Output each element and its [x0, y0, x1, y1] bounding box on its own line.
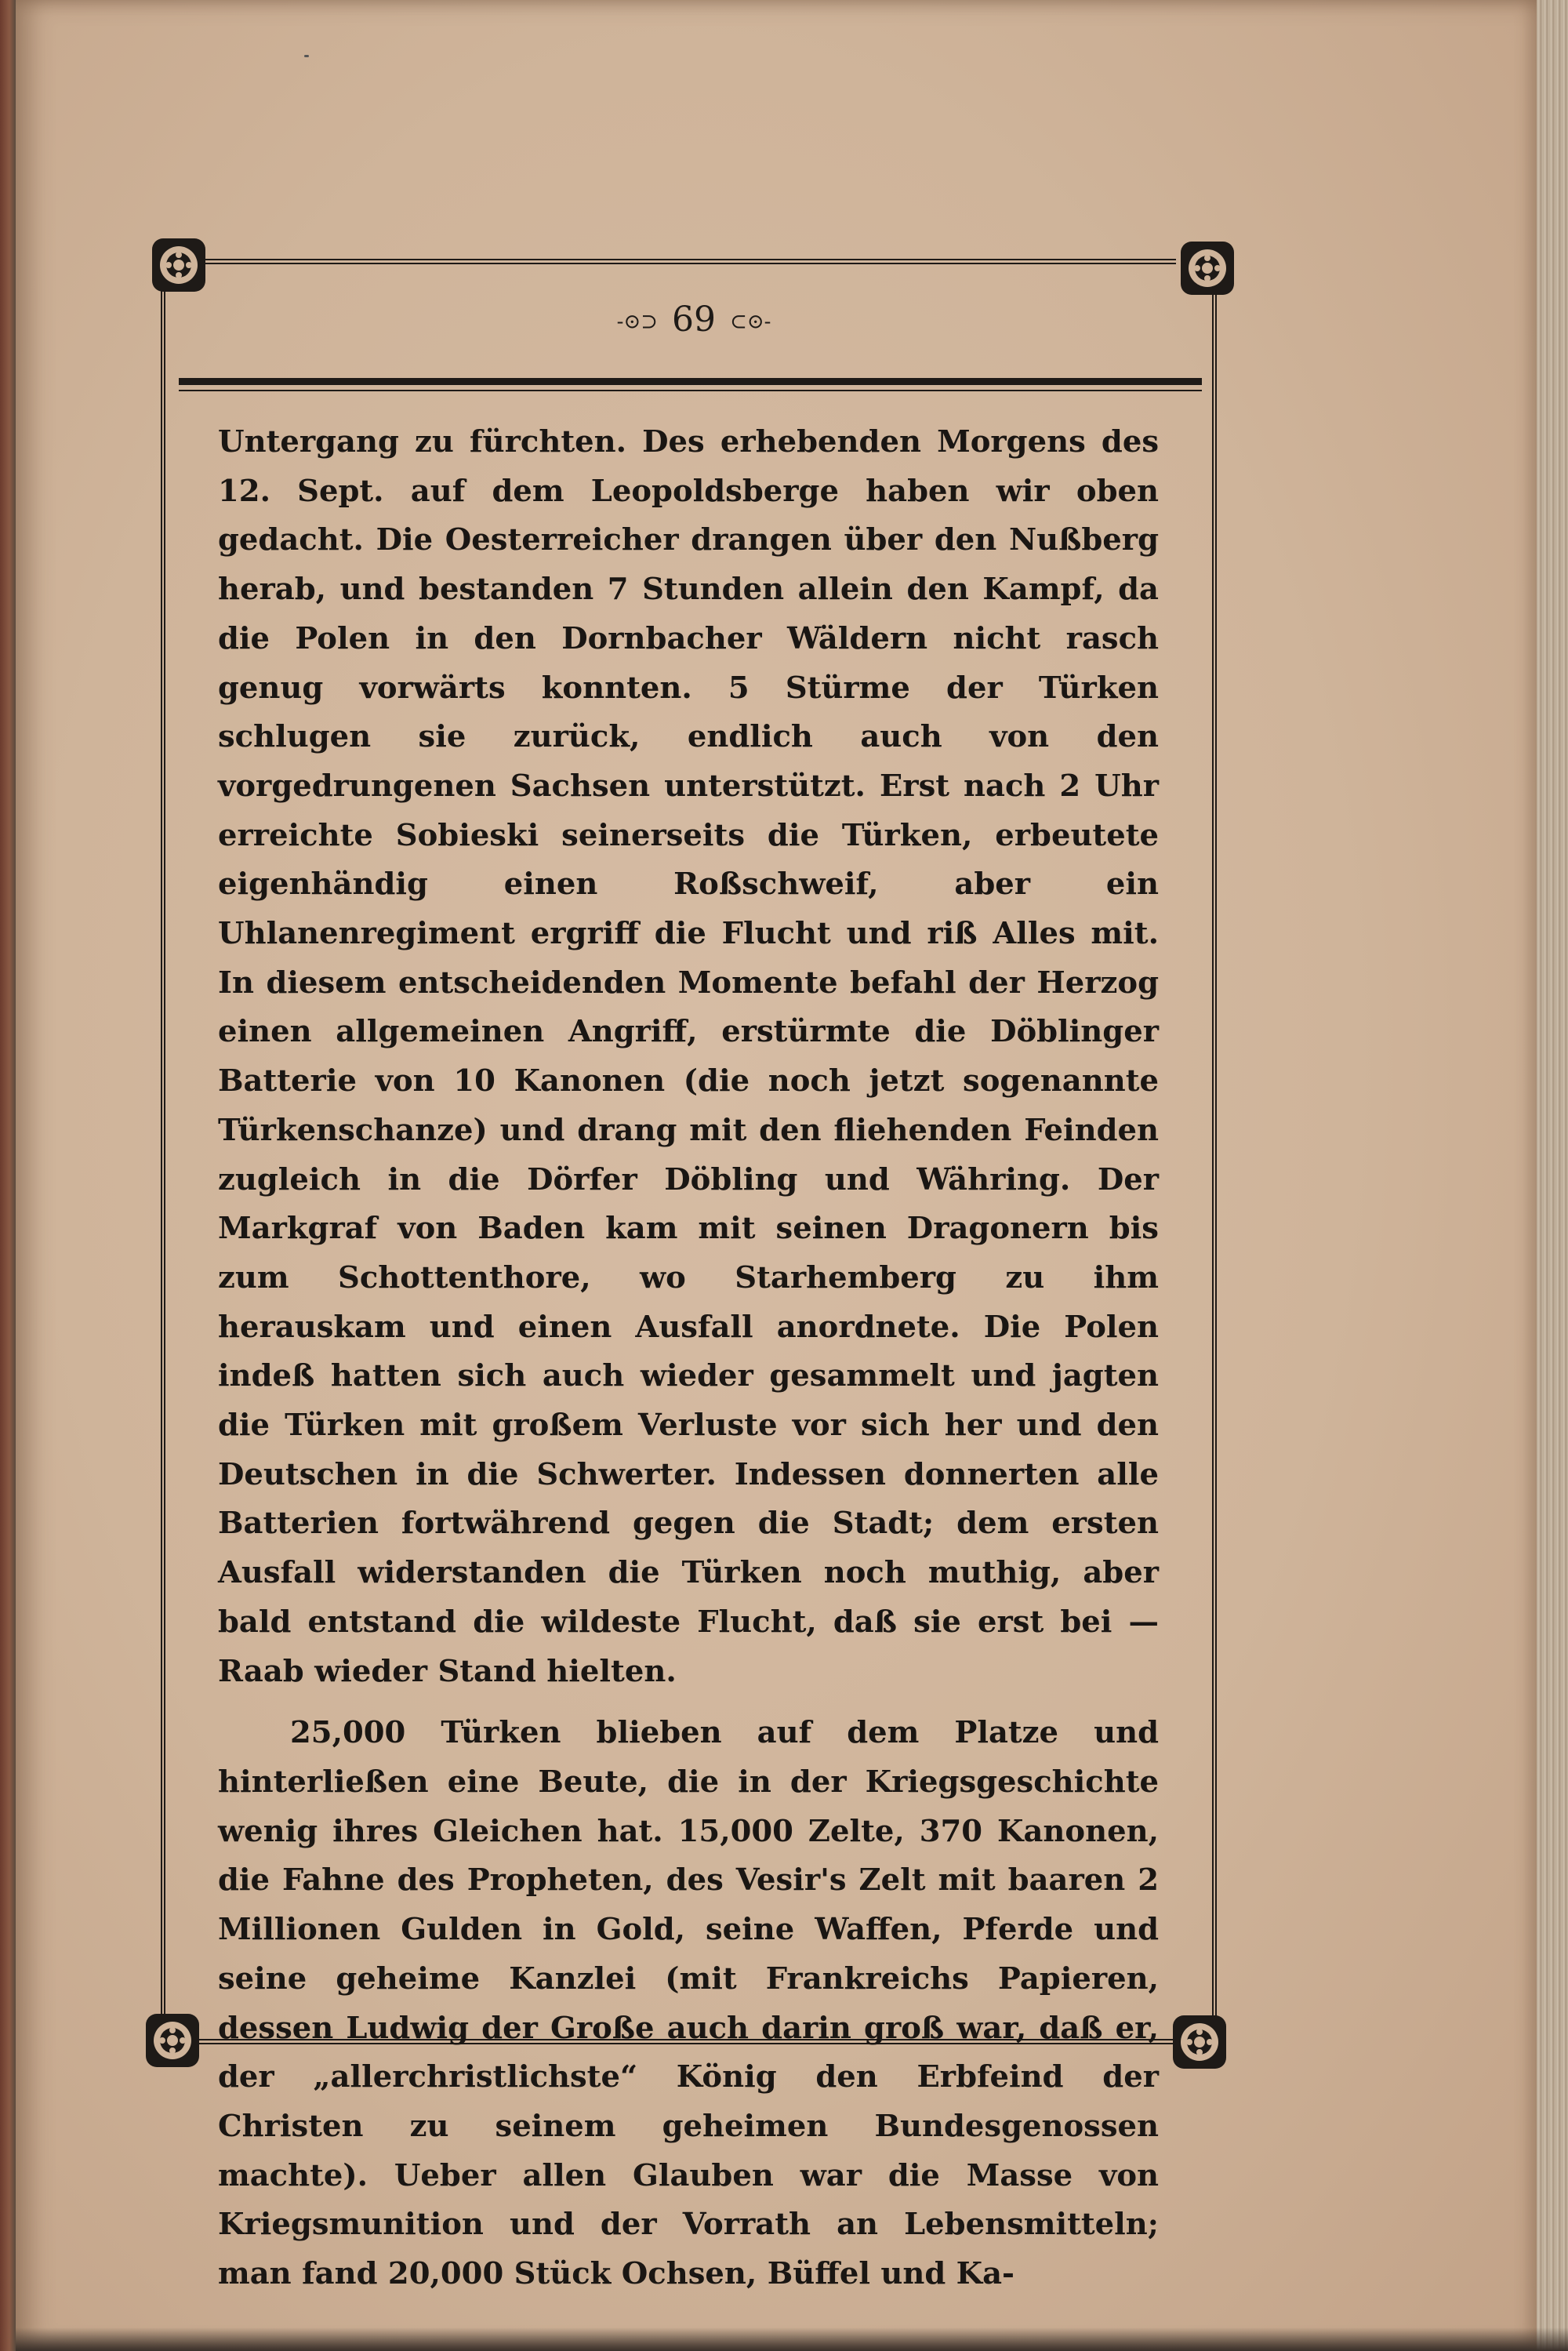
paragraph-2: 25,000 Türken blieben auf dem Platze und hinterließen eine Beute, die in der Kriegsgeschichte wenig ihres Gleichen hat. 15,000 Zelte, 370 Kanonen, die Fahne des Propheten, des Vesir's Zelt mit baaren 2 Millionen Gulden in Gold, seine Waffen, Pferde und seine geheime Kanzlei (mit Frankreichs Papieren, dessen Ludwig der Große auch darin groß war, daß er, der „allerchristlichste“ König den Erbfeind der Christen zu seinem geheimen Bundesgenossen machte). Ueber allen Glauben war die Masse von Kriegsmunition und der Vorrath an Lebensmitteln; man fand 20,000 Stück Ochsen, Büffel und Ka-	[218, 1715, 1159, 2292]
corner-ornament-icon	[141, 2009, 204, 2072]
page-number-header	[596, 296, 792, 343]
bottom-shadow	[16, 2327, 1568, 2351]
page-edges	[1537, 0, 1568, 2351]
corner-ornament-icon	[1176, 237, 1239, 300]
corner-ornament-icon	[1168, 2011, 1231, 2073]
book-binding	[0, 0, 16, 2351]
corner-ornament-icon	[147, 234, 210, 296]
header-rule-thin	[179, 390, 1202, 391]
header-rule-thick	[179, 378, 1202, 385]
ink-smudge	[304, 55, 309, 57]
frame-top-rule	[192, 259, 1176, 264]
page-number: 69	[672, 300, 716, 340]
paragraph-1: Untergang zu fürchten. Des erhebenden Morgens des 12. Sept. auf dem Leopoldsberge haben wir oben gedacht. Die Oesterreicher drangen über den Nußberg herab, und bestanden 7 Stunden allein den Kampf, da die Polen in den Dornbacher Wäldern nicht rasch genug vorwärts konnten. 5 Stürme der Türken schlugen sie zurück, endlich auch von den vorgedrungenen Sachsen unterstützt. Erst nach 2 Uhr erreichte Sobieski seinerseits die Türken, erbeutete eigenhändig einen Roßschweif, aber ein Uhlanenregiment ergriff die Flucht und riß Alles mit. In diesem entscheidenden Momente befahl der Herzog einen allgemeinen Angriff, erstürmte die Döblinger Batterie von 10 Kanonen (die noch jetzt sogenannte Türkenschanze) und drang mit den fliehenden Feinden zugleich in die Dörfer Döbling und Währing. Der Markgraf von Baden kam mit seinen Dragonern bis zum Schottenthore, wo Starhemberg zu ihm herauskam und einen Ausfall anordnete. Die Polen indeß hatten sich auch wieder gesammelt und jagten die Türken mit großem Verluste vor sich her und den Deutschen in die Schwerter. Indessen donnerten alle Batterien fortwährend gegen die Stadt; dem ersten Ausfall widerstanden die Türken noch muthig, aber bald entstand die wildeste Flucht, daß sie erst bei — Raab wieder Stand hielten.	[218, 424, 1159, 1689]
page-number-deco-left: -⊙⊃	[616, 310, 658, 334]
body-text	[218, 418, 1159, 2299]
page-number-deco-right: ⊂⊙-	[730, 310, 771, 334]
